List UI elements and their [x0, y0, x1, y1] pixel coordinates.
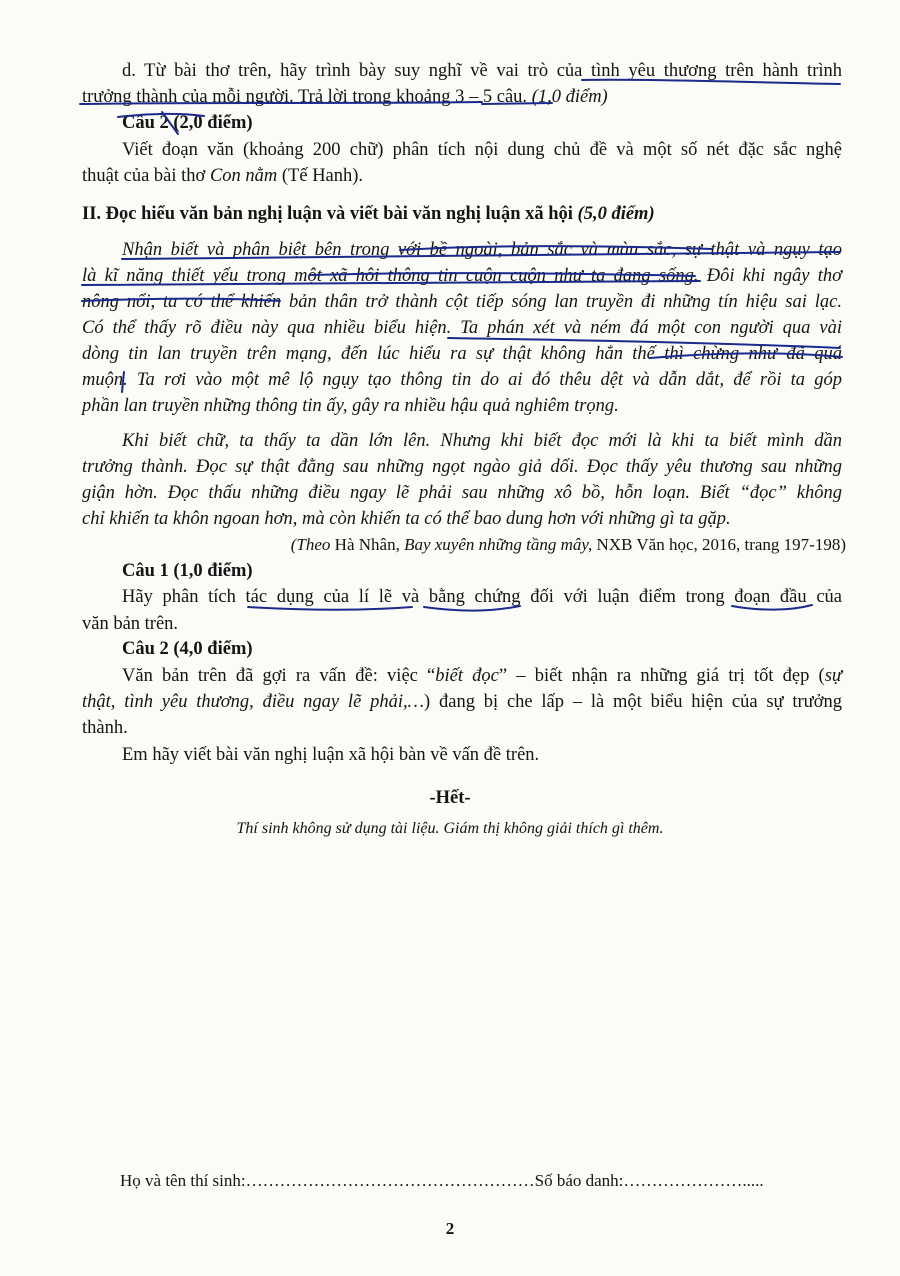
question-d-line-2	[82, 84, 842, 110]
cau2-line1-pre: Văn bản trên đã gợi ra vấn đề: việc “	[122, 666, 436, 686]
source-book: Bay xuyên những tầng mây,	[404, 535, 593, 554]
section1-cau2-heading: Câu 2 (2,0 điểm)	[122, 113, 253, 133]
section2-cau2-line-3: thành.	[82, 718, 128, 738]
question-d-score: (1,0 điểm)	[531, 87, 608, 107]
candidate-info-line	[120, 1168, 820, 1194]
section2-cau2-line-2	[82, 689, 842, 715]
section1-cau2-line-1: Viết đoạn văn (khoảng 200 chữ) phân tích nội dung chủ đề và một số nét đặc sắc nghệ	[122, 140, 842, 160]
section2-heading	[82, 201, 842, 227]
passage-p2-line-3: giận hờn. Đọc thấu những điều ngay lẽ phải sau những xô bồ, hỗn loạn. Biết “đọc” không	[82, 483, 842, 503]
poem-title: Con nằm	[209, 166, 278, 186]
passage-p2-line-1: Khi biết chữ, ta thấy ta dần lớn lên. Nhưng khi biết đọc mới là khi ta biết mình dần	[122, 431, 842, 451]
footer-note: Thí sinh không sử dụng tài liệu. Giám thị không giải thích gì thêm.	[236, 820, 664, 837]
candidate-id-field: ………………….....	[623, 1171, 764, 1190]
candidate-name-label: Họ và tên thí sinh:	[120, 1171, 246, 1190]
cau2-line1-italic: biết đọc	[435, 666, 499, 686]
section2-heading-score: (5,0 điểm)	[577, 204, 655, 224]
candidate-id-label: Số báo danh:	[534, 1171, 624, 1190]
passage-p2-line-2: trưởng thành. Đọc sự thật đằng sau những ngọt ngào giả dối. Đọc thấy yêu thương sau những	[82, 457, 842, 477]
page-number: 2	[445, 1219, 455, 1238]
section2-cau2-line-1	[122, 663, 842, 689]
cau2-line1-post: ” – biết nhận ra những giá trị tốt đẹp (	[498, 666, 825, 686]
question-d-text: trưởng thành của mỗi người. Trả lời trong khoảng 3 – 5 câu.	[82, 87, 528, 107]
end-mark: -Hết-	[429, 788, 471, 808]
cau2-line2-post: ) đang bị che lấp – là một biểu hiện của sự trưởng	[424, 692, 842, 712]
passage-p1-line-1: Nhận biết và phân biệt bên trong với bề ngoài, bản sắc và màu sắc, sự thật và ngụy tạo	[122, 240, 842, 260]
passage-source	[160, 532, 846, 558]
passage-p1-line-2: là kĩ năng thiết yếu trong một xã hội thông tin cuộn cuộn như ta đang sống. Đôi khi ngây thơ	[82, 266, 842, 286]
passage-p1-line-3: nông nổi, ta có thể khiến bản thân trở thành cột tiếp sóng lan truyền đi những tín hiệu sai lạc.	[82, 292, 842, 312]
cau2-line1-end: sự	[824, 666, 843, 686]
section2-cau2-heading: Câu 2 (4,0 điểm)	[122, 639, 253, 659]
passage-p1-line-6: muộn. Ta rơi vào một mê lộ ngụy tạo thông tin do ai đó thêu dệt và dẫn dắt, để rồi ta góp	[82, 370, 842, 390]
section2-cau2-line-4: Em hãy viết bài văn nghị luận xã hội bàn về vấn đề trên.	[122, 745, 540, 765]
question-d-line-1: d. Từ bài thơ trên, hãy trình bày suy nghĩ về vai trò của tình yêu thương trên hành trình	[122, 61, 842, 81]
cau2-line2-italic: thật, tình yêu thương, điều ngay lẽ phải,…	[82, 692, 425, 712]
passage-p2-line-4: chỉ khiến ta khôn ngoan hơn, mà còn khiến ta có thể bao dung hơn với những gì ta gặp.	[82, 509, 731, 529]
passage-p1-line-4: Có thể thấy rõ điều này qua nhiều biểu hiện. Ta phán xét và ném đá một con người qua vài	[82, 318, 842, 338]
section1-cau2-line-2-pre: thuật của bài thơ	[82, 166, 206, 186]
passage-p1-line-5: dòng tin lan truyền trên mạng, đến lúc hiểu ra sự thật không hẳn thế thì chừng như đã quá	[82, 344, 842, 364]
section2-cau1-line-2: văn bản trên.	[82, 614, 179, 634]
candidate-name-field: ……………………………………………	[245, 1171, 535, 1190]
source-publisher: NXB Văn học, 2016, trang 197-198)	[596, 535, 846, 554]
source-prefix: (Theo	[290, 535, 331, 554]
section2-cau1-line-1: Hãy phân tích tác dụng của lí lẽ và bằng chứng đối với luận điểm trong đoạn đầu của	[122, 587, 842, 607]
section1-cau2-line-2-post: (Tế Hanh).	[281, 166, 364, 186]
source-author: Hà Nhân,	[334, 535, 400, 554]
section2-cau1-heading: Câu 1 (1,0 điểm)	[122, 561, 253, 581]
passage-p1-line-7: phần lan truyền những thông tin ấy, gây ra nhiều hậu quả nghiêm trọng.	[82, 396, 619, 416]
section1-cau2-line-2	[82, 163, 842, 189]
section2-heading-text: II. Đọc hiểu văn bản nghị luận và viết bài văn nghị luận xã hội	[82, 204, 573, 224]
